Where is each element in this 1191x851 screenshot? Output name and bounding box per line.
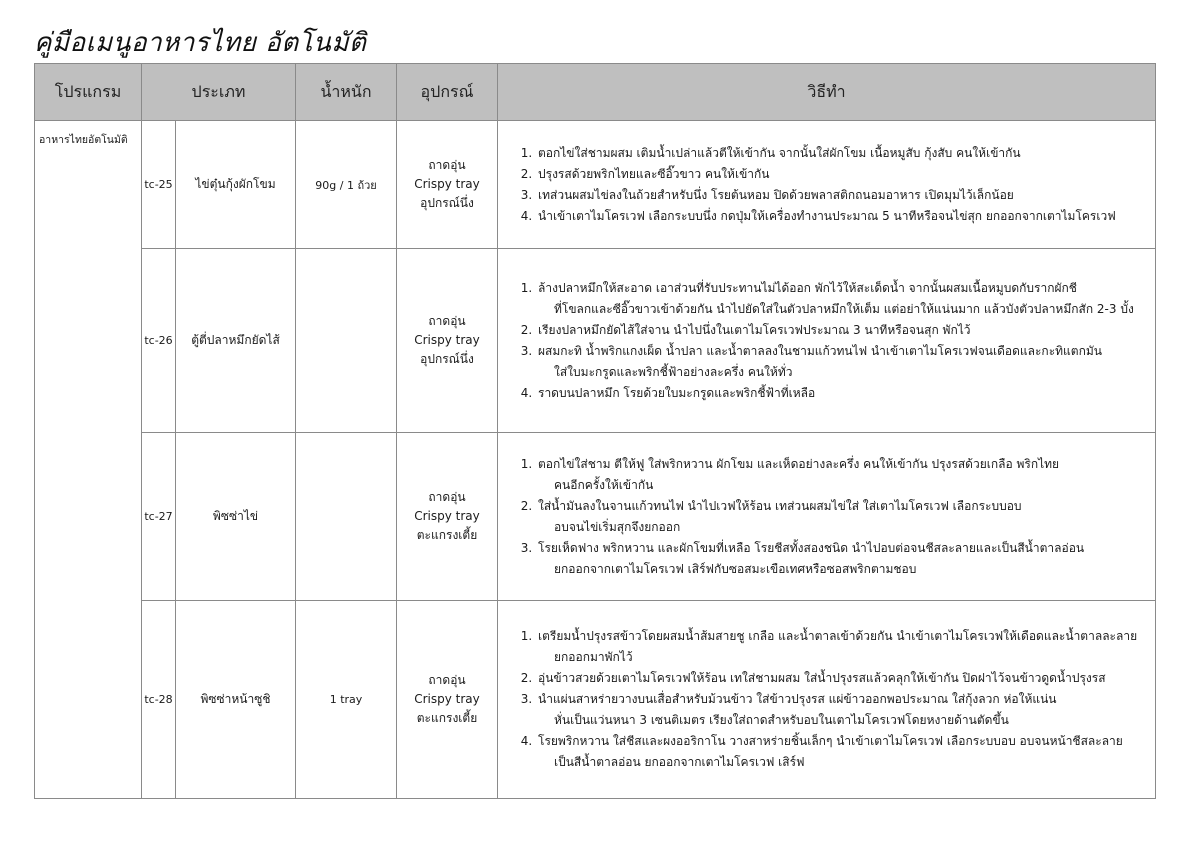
recipe-weight: [296, 433, 397, 601]
equipment-item: ถาดอุ่น: [428, 490, 466, 504]
method-step: [536, 689, 1155, 731]
method-step: [536, 320, 1155, 341]
equipment-item: ตะแกรงเตี้ย: [416, 528, 478, 542]
method-step: [536, 731, 1155, 773]
method-step-line: ผสมกะทิ น้ำพริกแกงเผ็ด น้ำปลา และน้ำตาลลงในชามแก้วทนไฟ นำเข้าเตาไมโครเวฟจนเดือดและกะทิแตกมัน: [538, 343, 1102, 358]
recipe-method: [498, 433, 1156, 601]
table-row: [35, 121, 1156, 249]
header-method: วิธีทำ: [498, 64, 1156, 121]
header-weight: น้ำหนัก: [296, 64, 397, 121]
recipe-code: tc-25: [142, 121, 176, 249]
method-step-line: นำเข้าเตาไมโครเวฟ เลือกระบบนึ่ง กดปุ่มให้เครื่องทำงานประมาณ 5 นาทีหรือจนไข่สุก ยกออกจากเตาไมโครเวฟ: [538, 208, 1116, 223]
method-steps: [518, 454, 1155, 580]
equipment-item: ถาดอุ่น: [428, 158, 466, 172]
table-row: [35, 601, 1156, 799]
program-name: อาหารไทยอัตโนมัติ: [35, 121, 142, 799]
equipment-item: ถาดอุ่น: [428, 314, 466, 328]
method-step: [536, 668, 1155, 689]
method-step-line: ที่โขลกและซีอิ๊วขาวเข้าด้วยกัน นำไปยัดใส่ในตัวปลาหมึกให้เต็ม แต่อย่าให้แน่นมาก แล้วบังตัวปลาหมึกสัก 2-3 บั้ง: [554, 301, 1134, 316]
method-step-line: ตอกไข่ใส่ชาม ตีให้ฟู ใส่พริกหวาน ผักโขม และเห็ดอย่างละครึ่ง คนให้เข้ากัน ปรุงรสด้วยเกลือ พริกไทย: [538, 456, 1060, 471]
method-step-line: อุ่นข้าวสวยด้วยเตาไมโครเวฟให้ร้อน เทใส่ชามผสม ใส่น้ำปรุงรสแล้วคลุกให้เข้ากัน ปิดฝาไว้จนข้าวดูดน้ำปรุงรส: [538, 671, 1106, 685]
method-step: [536, 341, 1155, 383]
recipe-equipment: [397, 433, 498, 601]
method-step-line: เทส่วนผสมไข่ลงในถ้วยสำหรับนึ่ง โรยต้นหอม ปิดด้วยพลาสติกถนอมอาหาร เปิดมุมไว้เล็กน้อย: [538, 187, 1014, 202]
method-step-line: โรยพริกหวาน ใส่ชีสและผงออริกาโน วางสาหร่ายชิ้นเล็กๆ นำเข้าเตาไมโครเวฟ เลือกระบบอบ อบจนหน้าชีสละลาย: [538, 734, 1123, 748]
method-step-line: ล้างปลาหมึกให้สะอาด เอาส่วนที่รับประทานไม่ได้ออก พักไว้ให้สะเด็ดน้ำ จากนั้นผสมเนื้อหมูบดกับรากผักชี: [538, 280, 1077, 295]
recipe-name: พิซซ่าไข่: [176, 433, 296, 601]
recipe-weight: 1 tray: [296, 601, 397, 799]
method-step: [536, 206, 1155, 227]
recipe-equipment: [397, 249, 498, 433]
method-step-line: ใส่ใบมะกรูดและพริกชี้ฟ้าอย่างละครึ่ง คนให้ทั่ว: [554, 364, 793, 379]
method-steps: [518, 143, 1155, 227]
method-step: [536, 164, 1155, 185]
method-step-line: ยกออกมาพักไว้: [554, 650, 633, 664]
method-step: [536, 278, 1155, 320]
recipe-method: [498, 601, 1156, 799]
recipe-name: พิซซ่าหน้าซูชิ: [176, 601, 296, 799]
method-step-line: ใส่น้ำมันลงในจานแก้วทนไฟ นำไปเวฟให้ร้อน เทส่วนผสมไข่ใส่ ใส่เตาไมโครเวฟ เลือกระบบอบ: [538, 498, 1022, 513]
method-steps: [518, 278, 1155, 404]
method-step: [536, 143, 1155, 164]
equipment-item: ตะแกรงเตี้ย: [416, 711, 478, 725]
page-title: คู่มือเมนูอาหารไทย อัตโนมัติ: [34, 28, 367, 58]
method-step-line: ปรุงรสด้วยพริกไทยและซีอิ๊วขาว คนให้เข้ากัน: [538, 166, 770, 181]
method-step: [536, 185, 1155, 206]
method-step: [536, 454, 1155, 496]
method-step-line: ตอกไข่ใส่ชามผสม เติมน้ำเปล่าแล้วตีให้เข้ากัน จากนั้นใส่ผักโขม เนื้อหมูสับ กุ้งสับ คนให้เข้ากัน: [538, 145, 1021, 160]
recipe-name: ไข่ตุ๋นกุ้งผักโขม: [176, 121, 296, 249]
method-step: [536, 538, 1155, 580]
recipe-method: [498, 121, 1156, 249]
header-program: โปรแกรม: [35, 64, 142, 121]
recipe-table: [34, 63, 1156, 799]
method-steps: [518, 626, 1155, 773]
recipe-code: tc-26: [142, 249, 176, 433]
recipe-weight: [296, 249, 397, 433]
method-step-line: เรียงปลาหมึกยัดไส้ใส่จาน นำไปนึ่งในเตาไมโครเวฟประมาณ 3 นาทีหรือจนสุก พักไว้: [538, 322, 971, 337]
recipe-code: tc-28: [142, 601, 176, 799]
equipment-item: Crispy tray: [414, 509, 480, 523]
method-step-line: เป็นสีน้ำตาลอ่อน ยกออกจากเตาไมโครเวฟ เสิร์ฟ: [554, 755, 805, 769]
recipe-weight: 90g / 1 ถ้วย: [296, 121, 397, 249]
equipment-item: ถาดอุ่น: [428, 673, 466, 687]
equipment-item: Crispy tray: [414, 177, 480, 191]
method-step-line: ยกออกจากเตาไมโครเวฟ เสิร์ฟกับซอสมะเขือเทศหรือซอสพริกตามชอบ: [554, 561, 917, 576]
equipment-item: Crispy tray: [414, 692, 480, 706]
method-step: [536, 383, 1155, 404]
table-row: [35, 249, 1156, 433]
method-step-line: นำแผ่นสาหร่ายวางบนเสื่อสำหรับม้วนข้าว ใส่ข้าวปรุงรส แผ่ข้าวออกพอประมาณ ใส่กุ้งลวก ห่อให้แน่น: [538, 692, 1057, 706]
method-step-line: คนอีกครั้งให้เข้ากัน: [554, 477, 654, 492]
recipe-equipment: [397, 121, 498, 249]
equipment-item: อุปกรณ์นึ่ง: [420, 196, 474, 210]
table-header-row: [35, 64, 1156, 121]
method-step-line: โรยเห็ดฟาง พริกหวาน และผักโขมที่เหลือ โรยชีสทั้งสองชนิด นำไปอบต่อจนชีสละลายและเป็นสีน้ำตาลอ่อน: [538, 540, 1085, 555]
header-type: ประเภท: [142, 64, 296, 121]
recipe-name: ตู้ตี่ปลาหมึกยัดไส้: [176, 249, 296, 433]
recipe-code: tc-27: [142, 433, 176, 601]
header-equipment: อุปกรณ์: [397, 64, 498, 121]
method-step-line: อบจนไข่เริ่มสุกจึงยกออก: [554, 519, 681, 534]
method-step-line: เตรียมน้ำปรุงรสข้าวโดยผสมน้ำส้มสายชู เกลือ และน้ำตาลเข้าด้วยกัน นำเข้าเตาไมโครเวฟให้เดือดและน้ำตาลละลาย: [538, 629, 1138, 643]
method-step: [536, 626, 1155, 668]
table-row: [35, 433, 1156, 601]
method-step-line: ราดบนปลาหมึก โรยด้วยใบมะกรูดและพริกชี้ฟ้าที่เหลือ: [538, 385, 816, 400]
equipment-item: อุปกรณ์นึ่ง: [420, 352, 474, 366]
method-step-line: หั่นเป็นแว่นหนา 3 เซนติเมตร เรียงใส่ถาดสำหรับอบในเตาไมโครเวฟโดยหงายด้านตัดขึ้น: [554, 713, 1009, 727]
recipe-equipment: [397, 601, 498, 799]
equipment-item: Crispy tray: [414, 333, 480, 347]
method-step: [536, 496, 1155, 538]
recipe-method: [498, 249, 1156, 433]
